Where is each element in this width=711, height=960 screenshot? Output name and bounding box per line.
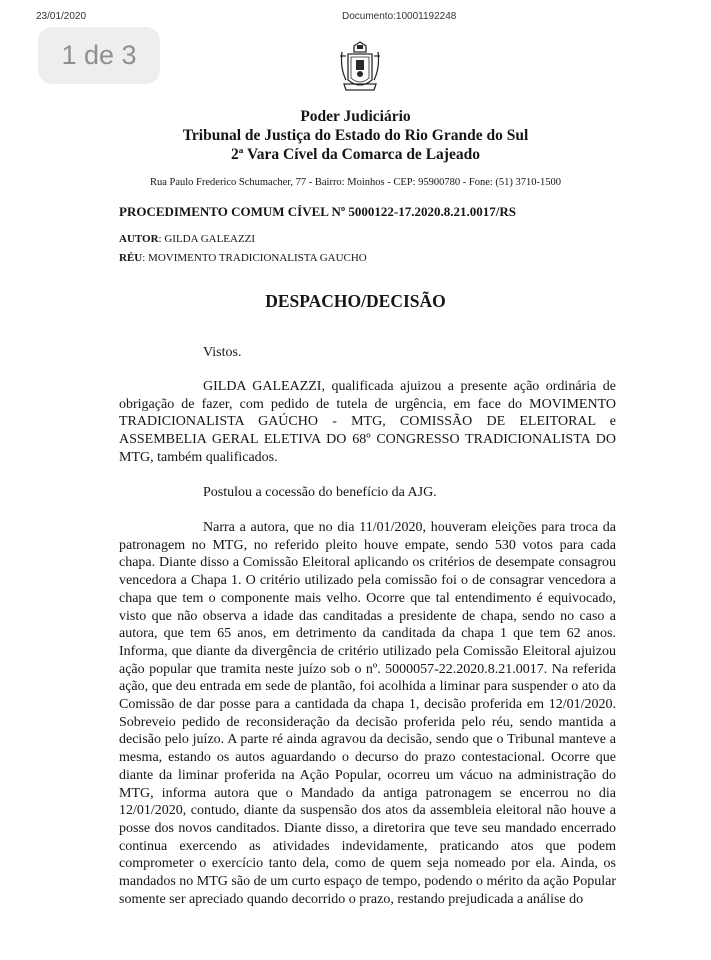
- reu-value: : MOVIMENTO TRADICIONALISTA GAUCHO: [142, 252, 367, 264]
- decision-title: DESPACHO/DECISÃO: [265, 291, 446, 311]
- court-line-3: 2ª Vara Cível da Comarca de Lajeado: [231, 146, 480, 163]
- court-line-1: Poder Judiciário: [300, 108, 411, 125]
- autor-label: AUTOR: [119, 233, 159, 245]
- paragraph-vistos: Vistos.: [203, 345, 242, 360]
- party-reu: [119, 252, 367, 264]
- print-date: 23/01/2020: [36, 11, 87, 22]
- reu-label: RÉU: [119, 252, 143, 264]
- paragraph-qualification: GILDA GALEAZZI, qualificada ajuizou a presente ação ordinária de obrigação de fazer, com pedido de tutela de urgência, em face do MOVIMENTO TRADICIONALISTA GAÚCHO - MTG, COMISSÃO DE ELEITORAL e ASSEMBELIA GERAL ELETIVA DO 68º CONGRESSO TRADICIONALISTA DO MTG, também qualificados.: [119, 379, 616, 465]
- court-line-2: Tribunal de Justiça do Estado do Rio Grande do Sul: [182, 127, 529, 144]
- party-autor: [119, 233, 255, 245]
- paragraph-ajg: Postulou a cocessão do benefício da AJG.: [203, 485, 437, 500]
- document-id: Documento:10001192248: [342, 11, 457, 22]
- court-address: Rua Paulo Frederico Schumacher, 77 - Bairro: Moinhos - CEP: 95900780 - Fone: (51) 3710-1500: [149, 177, 562, 188]
- page-indicator: 1 de 3: [38, 27, 160, 84]
- coat-of-arms-icon: [338, 40, 382, 94]
- paragraph-narrative: Narra a autora, que no dia 11/01/2020, houveram eleições para troca da patronagem no MTG, no referido pleito houve empate, sendo 530 votos para cada chapa. Diante disso a Comissão Eleitoral aplicando os critérios de desempate consagrou vencedora a Chapa 1. O critério utilizado pela comissão foi o de consagrar vencedora a chapa que tem o componente mais velho. Ocorre que tal entendimento é equivocado, visto que não observa a idade das canditadas a presidente de chapa, sendo no caso a autora, que tem 65 anos, em detrimento da canditada da chapa 1 que tem 62 anos. Informa, que diante da divergência de critério utilizado pela Comissão Eleitoral ajuizou ação popular que tramita neste juízo sob o nº. 5000057-22.2020.8.21.0017. Na referida ação, que deu entrada em sede de plantão, foi acolhida a liminar para suspender o ato da Comissão de dar posse para a cantidada da chapa 1, decisão proferida em 12/01/2020. Sobreveio pedido de reconsideração da decisão proferida pelo réu, sendo mantida a decisão pelo juízo. A parte ré ainda agravou da decisão, sendo que o Tribunal manteve a mesma, estando os autos aguardando o decurso do prazo contestacional. Ocorre que diante da liminar proferida na Ação Popular, ocorreu um vácuo na administração do MTG, informa autora que o Mandado da antiga patronagem se encerrou no dia 12/01/2020, contudo, diante da suspensão dos atos da assembleia eleitoral não houve a posse dos novos canditados. Diante disso, a diretorira que teve seu mandado encerrado continua exercendo as atividades indevidamente, praticando atos que podem comprometer o exercício tanto dela, como de quem seja nomeado por ela. Ainda, os mandados no MTG são de um curto espaço de tempo, podendo o mérito da ação Popular somente ser apreciado quando decorrido o prazo, restando prejudicada a análise do: [119, 520, 616, 907]
- autor-value: : GILDA GALEAZZI: [158, 233, 256, 245]
- procedure-number: PROCEDIMENTO COMUM CÍVEL Nº 5000122-17.2020.8.21.0017/RS: [119, 204, 516, 219]
